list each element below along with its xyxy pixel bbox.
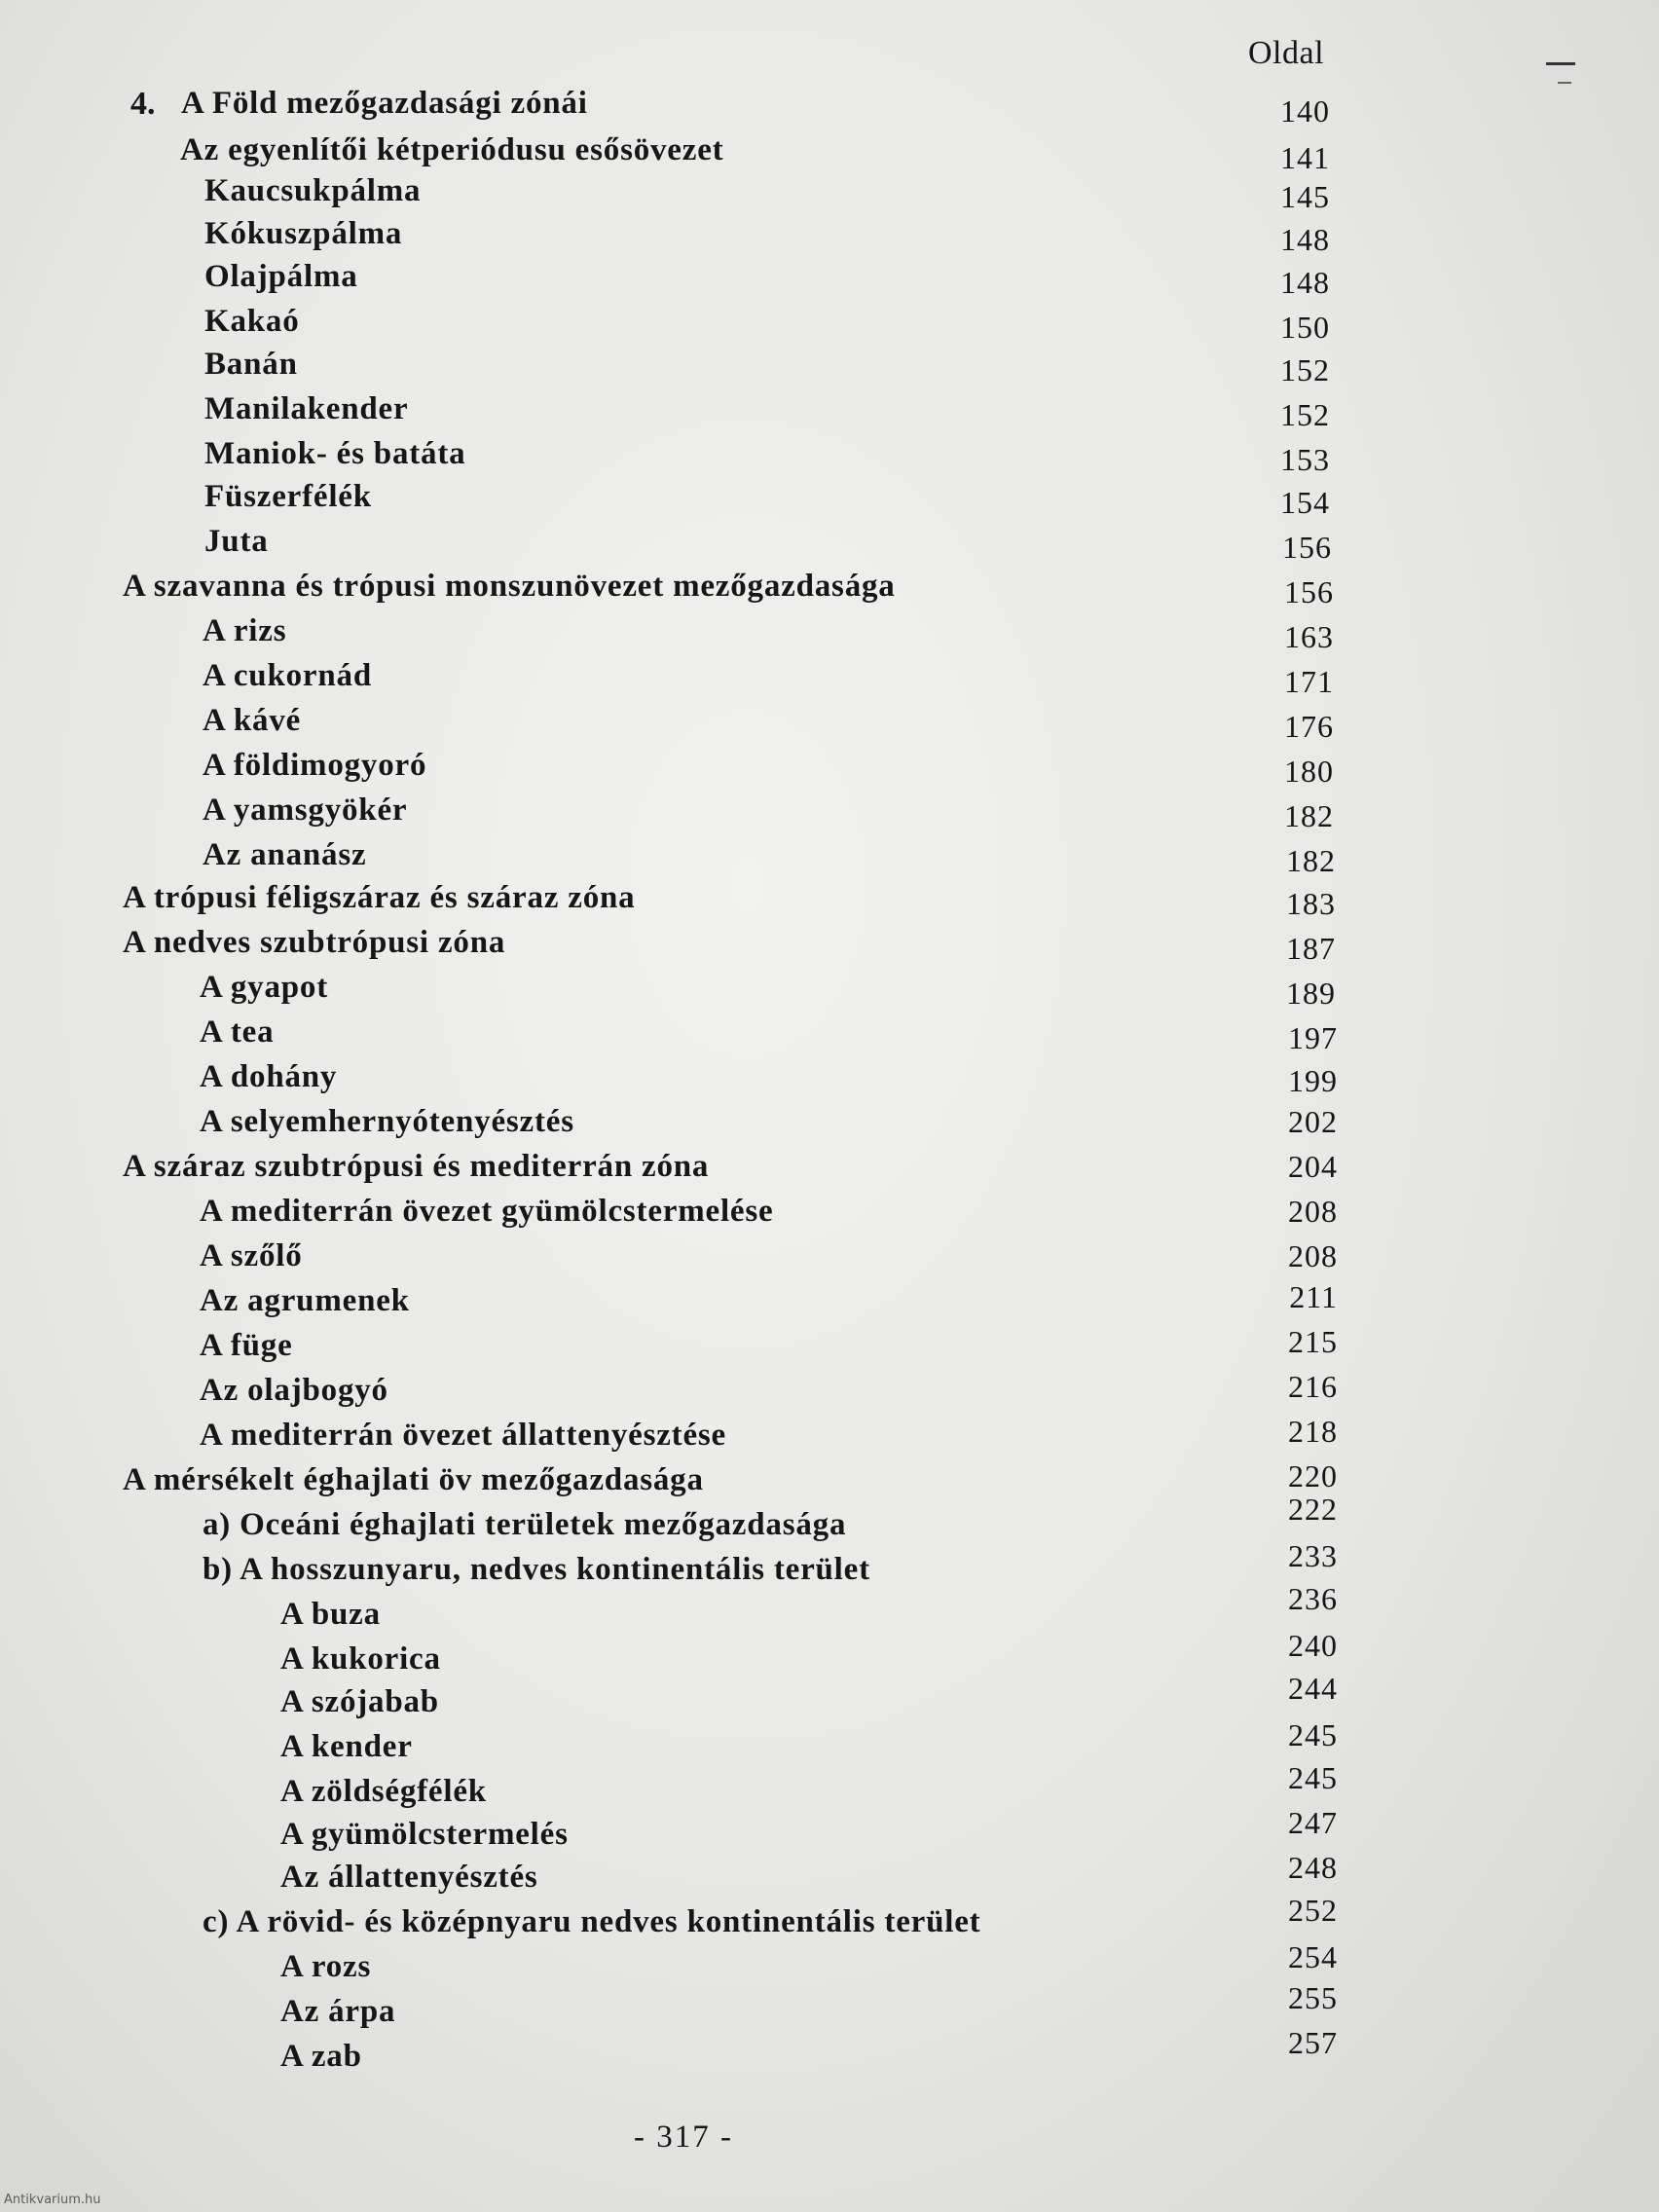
toc-entry	[0, 837, 1659, 882]
toc-entry-page: 245	[1288, 1760, 1338, 1795]
toc-entry-page: 189	[1286, 976, 1336, 1011]
toc-entry	[0, 925, 1659, 970]
toc-entry-title: A zöldségfélék	[280, 1774, 487, 1809]
toc-entry-title: A füge	[200, 1328, 293, 1363]
toc-entry-page: 204	[1288, 1149, 1338, 1184]
toc-entry-page: 140	[1280, 93, 1330, 129]
toc-entry-page: 180	[1284, 754, 1334, 789]
toc-entry-page: 163	[1284, 619, 1334, 654]
toc-entry-page: 236	[1288, 1581, 1338, 1616]
toc-entry	[0, 524, 1659, 569]
toc-entry-title: Olajpálma	[204, 259, 358, 294]
toc-entry	[0, 1850, 1659, 1904]
toc-entry-page: 152	[1280, 352, 1330, 387]
toc-entry	[0, 658, 1659, 703]
toc-entry-title: A mediterrán övezet állattenyésztése	[200, 1418, 727, 1453]
toc-entry	[0, 391, 1659, 436]
toc-entry	[0, 970, 1659, 1014]
toc-entry	[0, 1279, 1659, 1328]
toc-entry	[0, 1492, 1659, 1552]
dot-leader	[733, 132, 1182, 171]
toc-entry-page: 156	[1284, 574, 1334, 609]
toc-entry-title: b) A hosszunyaru, nedves kontinentális terület	[203, 1552, 870, 1587]
dot-leader	[856, 1507, 1182, 1546]
dot-leader	[436, 748, 1182, 787]
dot-leader	[368, 259, 1182, 298]
toc-entry-title: A mérsékelt éghajlati öv mezőgazdasága	[123, 1462, 704, 1497]
dot-leader	[417, 793, 1182, 831]
dot-leader	[308, 347, 1182, 386]
watermark-text: Antikvarium.hu	[4, 2193, 101, 2207]
toc-entry	[0, 1628, 1659, 1686]
toc-entry	[0, 1324, 1659, 1373]
dot-leader	[405, 1994, 1182, 2033]
toc-entry-page: 141	[1280, 140, 1330, 175]
toc-entry-page: 154	[1280, 485, 1330, 520]
toc-entry-title: A szójabab	[280, 1684, 439, 1719]
toc-entry-title: A földimogyoró	[203, 748, 427, 783]
dot-leader	[381, 1949, 1182, 1988]
toc-entry	[0, 880, 1659, 925]
toc-entry	[0, 1760, 1659, 1819]
toc-entry-page: 220	[1288, 1458, 1338, 1493]
dot-leader	[313, 1238, 1182, 1277]
toc-entry	[0, 132, 1659, 177]
dot-leader	[430, 173, 1182, 212]
toc-entry-title: Az olajbogyó	[200, 1373, 388, 1408]
toc-entry-title: Az árpa	[280, 1994, 396, 2029]
toc-entry-page: 171	[1284, 664, 1334, 699]
dot-leader	[548, 1860, 1182, 1899]
toc-entry-title: Füszerfélék	[204, 479, 372, 514]
toc-entry-page: 187	[1286, 931, 1336, 966]
toc-entry-page: 240	[1288, 1628, 1338, 1663]
dot-leader	[515, 925, 1182, 964]
toc-entry-page: 208	[1288, 1194, 1338, 1229]
dot-leader	[338, 970, 1182, 1009]
dot-leader	[303, 1328, 1182, 1367]
toc-entry	[0, 613, 1659, 658]
toc-entry	[0, 304, 1659, 349]
toc-entry-title: A szőlő	[200, 1238, 303, 1273]
toc-entry-title: Maniok- és batáta	[204, 436, 466, 471]
dot-leader	[783, 1194, 1182, 1233]
toc-entry	[0, 347, 1659, 391]
toc-entry-title: A rizs	[203, 613, 287, 648]
dot-leader	[390, 1597, 1182, 1636]
toc-entry-title: A gyümölcstermelés	[280, 1817, 569, 1852]
dot-leader	[475, 436, 1182, 475]
toc-entry-title: c) A rövid- és középnyaru nedves kontinentális terület	[203, 1904, 981, 1939]
dot-leader	[382, 658, 1182, 697]
toc-entry-page: 248	[1288, 1850, 1338, 1885]
toc-entry	[0, 1149, 1659, 1194]
toc-entry	[0, 1369, 1659, 1418]
dot-leader	[990, 1904, 1182, 1943]
dot-leader	[736, 1418, 1182, 1456]
toc-entry-title: A Föld mezőgazdasági zónái	[181, 86, 588, 121]
toc-entry-title: A zab	[280, 2039, 362, 2074]
page-number-footer: - 317 -	[634, 2120, 733, 2155]
toc-entry-page: 218	[1288, 1414, 1338, 1449]
toc-entry-page: 197	[1288, 1020, 1338, 1055]
dot-leader	[418, 391, 1182, 430]
toc-entry	[0, 569, 1659, 613]
dot-leader	[376, 837, 1182, 876]
toc-entry-page: 183	[1286, 886, 1336, 921]
toc-entry	[0, 1581, 1659, 1641]
toc-entry	[0, 436, 1659, 481]
toc-entry-page: 222	[1288, 1492, 1338, 1527]
toc-entry-title: A yamsgyökér	[203, 793, 408, 828]
page-column-header: Oldal	[1248, 35, 1325, 71]
dot-leader	[310, 304, 1182, 343]
toc-entry	[0, 1194, 1659, 1238]
toc-entry	[0, 259, 1659, 304]
toc-entry-page: 148	[1280, 222, 1330, 257]
toc-entry	[0, 1014, 1659, 1059]
toc-entry-number: 4.	[130, 86, 156, 122]
toc-entry-title: Az agrumenek	[200, 1283, 410, 1318]
toc-entry	[0, 1939, 1659, 1994]
dot-leader	[714, 1462, 1182, 1501]
dot-leader	[497, 1774, 1182, 1813]
toc-entry-title: Az ananász	[203, 837, 367, 872]
toc-entry	[0, 793, 1659, 837]
toc-entry	[0, 1414, 1659, 1462]
dot-leader	[449, 1684, 1182, 1723]
dot-leader	[719, 1149, 1182, 1188]
toc-entry-page: 182	[1284, 798, 1334, 833]
toc-entry-title: A nedves szubtrópusi zóna	[123, 925, 506, 960]
toc-entry-title: A mediterrán övezet gyümölcstermelése	[200, 1194, 774, 1229]
toc-entry-title: Kakaó	[204, 304, 300, 339]
toc-entry-page: 148	[1280, 265, 1330, 300]
toc-entry-page: 252	[1288, 1893, 1338, 1928]
dot-leader	[372, 2039, 1182, 2078]
dot-leader	[296, 613, 1182, 652]
dot-leader	[645, 880, 1182, 919]
toc-entry-title: A buza	[280, 1597, 381, 1632]
toc-entry-page: 152	[1280, 397, 1330, 432]
toc-entry-page: 255	[1288, 1980, 1338, 2015]
toc-entry	[0, 1538, 1659, 1597]
toc-entry-page: 245	[1288, 1717, 1338, 1752]
toc-entry-title: Juta	[204, 524, 269, 559]
toc-entry-title: Az egyenlítői kétperiódusu esősövezet	[180, 132, 724, 167]
toc-entry-title: Kókuszpálma	[204, 216, 403, 251]
toc-entry	[0, 479, 1659, 524]
toc-entry-title: A dohány	[200, 1059, 338, 1094]
toc-entry-title: A trópusi féligszáraz és száraz zóna	[123, 880, 636, 915]
toc-entry-page: 156	[1282, 530, 1332, 565]
toc-entry	[0, 1104, 1659, 1149]
toc-entry-title: a) Oceáni éghajlati területek mezőgazdasága	[203, 1507, 847, 1542]
dot-leader	[584, 1104, 1182, 1143]
toc-entry	[0, 1671, 1659, 1729]
dot-leader	[347, 1059, 1182, 1098]
dot-leader	[451, 1641, 1182, 1680]
dot-leader	[382, 479, 1182, 518]
dot-leader	[412, 216, 1182, 255]
toc-entry-title: A szavanna és trópusi monszunövezet mezőgazdasága	[123, 569, 896, 604]
toc-entry-title: Az állattenyésztés	[280, 1860, 538, 1895]
toc-entry	[0, 703, 1659, 748]
toc-entry-title: A kávé	[203, 703, 302, 738]
toc-entry-title: A rozs	[280, 1949, 372, 1984]
dot-leader	[420, 1283, 1182, 1322]
dot-leader	[578, 1817, 1182, 1856]
toc-entry	[0, 1059, 1659, 1104]
dot-leader	[398, 1373, 1182, 1412]
toc-entry-page: 247	[1288, 1805, 1338, 1840]
toc-entry	[0, 748, 1659, 793]
toc-entry-page: 150	[1280, 310, 1330, 345]
toc-entry-page: 208	[1288, 1238, 1338, 1273]
toc-entry-page: 215	[1288, 1324, 1338, 1359]
toc-entry-title: A kukorica	[280, 1641, 441, 1677]
toc-entry-title: Manilakender	[204, 391, 409, 426]
toc-entry-page: 202	[1288, 1104, 1338, 1139]
toc-entry-title: A selyemhernyótenyésztés	[200, 1104, 574, 1139]
toc-entry-page: 153	[1280, 442, 1330, 477]
toc-entry-page: 254	[1288, 1939, 1338, 1974]
toc-entry-title: A tea	[200, 1014, 275, 1050]
toc-entry	[0, 1238, 1659, 1283]
toc-entry-page: 182	[1286, 843, 1336, 878]
toc-entry-page: 211	[1289, 1279, 1338, 1314]
toc-entry	[0, 1805, 1659, 1862]
toc-entry-page: 199	[1288, 1063, 1338, 1098]
toc-entry	[0, 173, 1659, 218]
toc-entry	[0, 1980, 1659, 2039]
toc-entry-page: 233	[1288, 1538, 1338, 1573]
toc-entry	[0, 1458, 1659, 1507]
toc-entry	[0, 86, 1659, 130]
toc-entry-title: Banán	[204, 347, 298, 382]
toc-entry-page: 244	[1288, 1671, 1338, 1706]
dot-leader	[598, 86, 1182, 125]
toc-entry-title: A száraz szubtrópusi és mediterrán zóna	[123, 1149, 710, 1184]
toc-entry	[0, 216, 1659, 261]
toc-entry-page: 216	[1288, 1369, 1338, 1404]
toc-entry	[0, 1717, 1659, 1774]
toc-entry-title: A kender	[280, 1729, 413, 1764]
dot-leader	[905, 569, 1182, 608]
dot-leader	[880, 1552, 1182, 1591]
dot-leader	[283, 1014, 1182, 1053]
toc-entry	[0, 1893, 1659, 1949]
dot-leader	[423, 1729, 1182, 1768]
toc-entry-title: A cukornád	[203, 658, 372, 693]
dot-leader	[311, 703, 1182, 742]
toc-entry-title: Kaucsukpálma	[204, 173, 422, 208]
toc-entry-page: 257	[1288, 2025, 1338, 2060]
toc-entry	[0, 2025, 1659, 2083]
toc-entry-title: A gyapot	[200, 970, 329, 1005]
toc-entry-page: 176	[1284, 709, 1334, 744]
dot-leader	[278, 524, 1182, 563]
toc-entry-page: 145	[1280, 179, 1330, 214]
